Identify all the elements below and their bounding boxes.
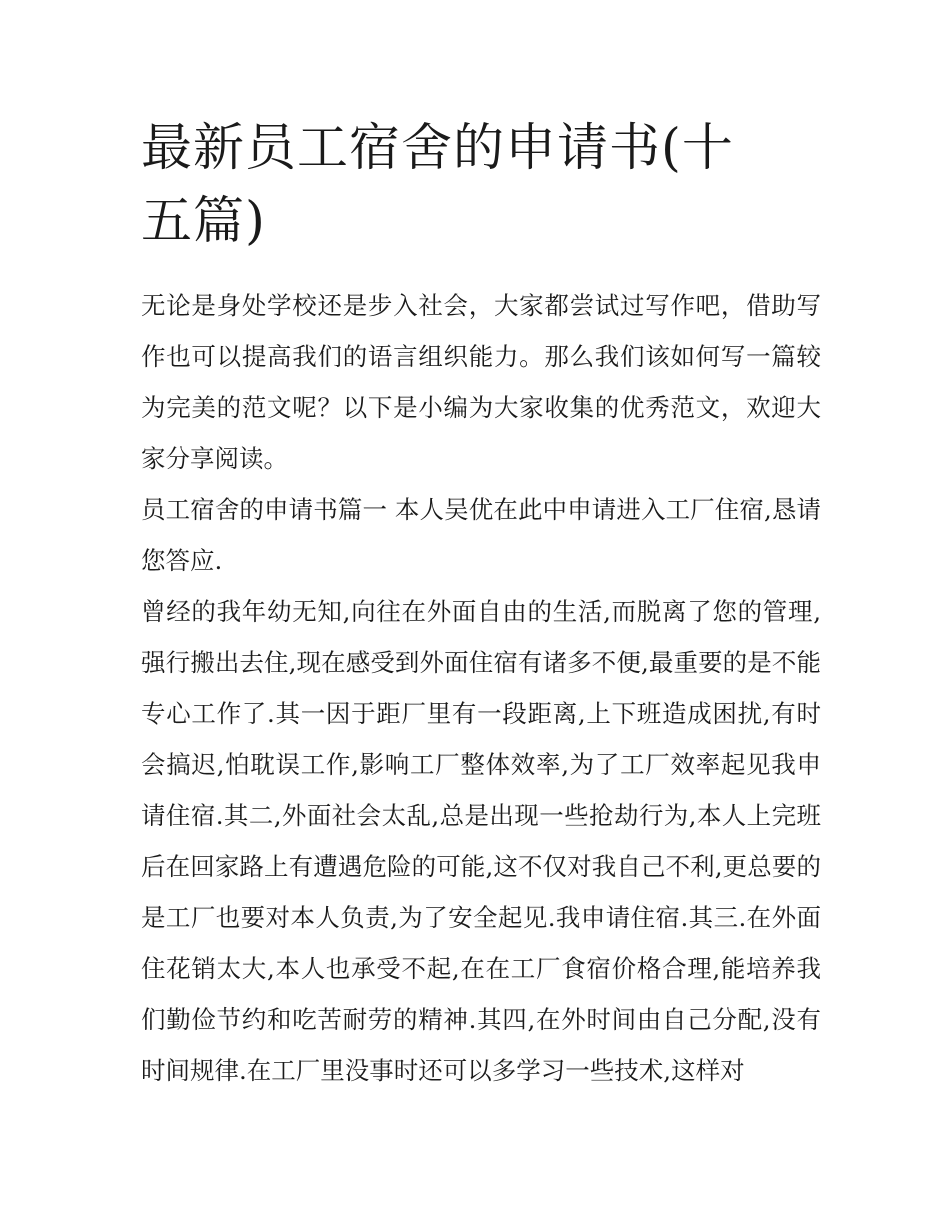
document-body [141,112,821,1096]
application-reasons-paragraph: 曾经的我年幼无知,向往在外面自由的生活,而脱离了您的管理,强行搬出去住,现在感受到外面住宿有诸多不便,最重要的是不能专心工作了.其一因于距厂里有一段距离,上下班造成困扰,有时会搞迟,怕耽误工作,影响工厂整体效率,为了工厂效率起见我申请住宿.其二,外面社会太乱,总是出现一些抢劫行为,本人上完班后在回家路上有遭遇危险的可能,这不仅对我自己不利,更总要的是工厂也要对本人负责,为了安全起见.我申请住宿.其三.在外面住花销太大,本人也承受不起,在在工厂食宿价格合理,能培养我们勤俭节约和吃苦耐劳的精神.其四,在外时间由自己分配,没有时间规律.在工厂里没事时还可以多学习一些技术,这样对 [141,597,821,1085]
application-opening-paragraph: 员工宿舍的申请书篇一 本人吴优在此中申请进入工厂住宿,恳请您答应. [141,495,821,575]
document-title: 最新员工宿舍的申请书(十五篇) [141,119,734,251]
intro-paragraph: 无论是身处学校还是步入社会，大家都尝试过写作吧，借助写作也可以提高我们的语言组织能力。那么我们该如何写一篇较为完美的范文呢？以下是小编为大家收集的优秀范文，欢迎大家分享阅读。 [141,291,821,473]
